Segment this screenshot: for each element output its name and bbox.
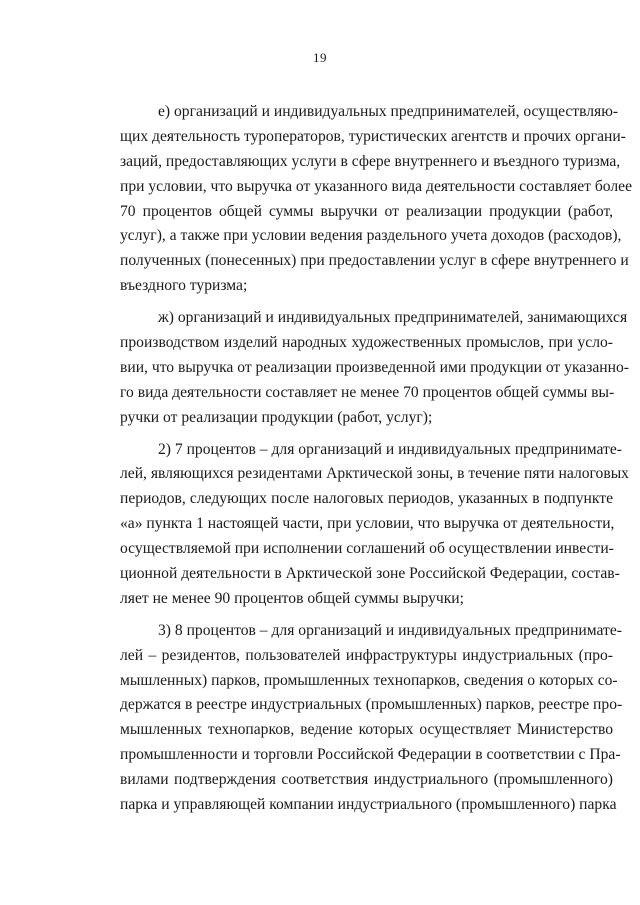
text-line: ционной деятельности в Арктической зоне Российской Федерации, состав- [120, 565, 620, 583]
paragraph [120, 619, 623, 818]
text-line: осуществляемой при исполнении соглашений об осуществлении инвести- [120, 540, 614, 558]
paragraph [120, 100, 633, 299]
paragraph-spacer [120, 431, 613, 438]
text-line: периодов, следующих после налоговых периодов, указанных в подпункте [120, 490, 613, 508]
text-line: ляет не менее 90 процентов общей суммы выручки; [120, 589, 464, 607]
text-line: мышленных технопарков, ведение которых осуществляет Министерство [120, 721, 613, 739]
text-line: производством изделий народных художественных промыслов, при усло- [120, 334, 613, 352]
text-line: 2) 7 процентов – для организаций и индивидуальных предпринимате- [158, 440, 622, 458]
text-line: лей, являющихся резидентами Арктической зоны, в течение пяти налоговых [120, 465, 629, 483]
text-line: промышленности и торговли Российской Федерации в соответствии с Пра- [120, 746, 621, 764]
text-line: вии, что выручка от реализации произведенной ими продукции от указанно- [120, 358, 629, 376]
paragraph-spacer [120, 299, 613, 306]
text-line: «а» пункта 1 настоящей части, при условии, что выручка от деятельности, [120, 515, 615, 533]
text-line: 70 процентов общей суммы выручки от реализации продукции (работ, [120, 202, 613, 220]
paragraph [120, 438, 629, 612]
text-line: е) организаций и индивидуальных предпринимателей, осуществляю- [158, 103, 619, 120]
text-line: ж) организаций и индивидуальных предпринимателей, занимающихся [158, 309, 628, 327]
text-line: ручки от реализации продукции (работ, услуг); [120, 408, 433, 426]
text-line: при условии, что выручка от указанного вида деятельности составляет более [120, 177, 633, 195]
text-line: въездного туризма; [120, 277, 248, 295]
paragraph [120, 306, 629, 430]
text-line: полученных (понесенных) при предоставлении услуг в сфере внутреннего и [120, 252, 629, 270]
page-number: 19 [313, 50, 327, 65]
text-line: 3) 8 процентов – для организаций и индивидуальных предпринимате- [158, 621, 622, 639]
text-line: щих деятельность туроператоров, туристических агентств и прочих органи- [120, 127, 626, 145]
paragraph-spacer [120, 612, 613, 619]
text-line: лей – резидентов, пользователей инфраструктуры индустриальных (про- [120, 646, 613, 664]
text-line: вилами подтверждения соответствия индустриального (промышленного) [120, 771, 613, 789]
text-line: парка и управляющей компании индустриального (промышленного) парка [120, 796, 617, 814]
text-line: мышленных) парков, промышленных технопарков, сведения о которых со- [120, 671, 618, 689]
document-body [120, 100, 633, 818]
text-line: услуг), а также при условии ведения раздельного учета доходов (расходов), [120, 227, 622, 245]
text-line: держатся в реестре индустриальных (промышленных) парков, реестре про- [120, 696, 623, 714]
text-line: заций, предоставляющих услуги в сфере внутреннего и въездного туризма, [120, 152, 621, 170]
text-line: го вида деятельности составляет не менее 70 процентов общей суммы вы- [120, 383, 615, 401]
